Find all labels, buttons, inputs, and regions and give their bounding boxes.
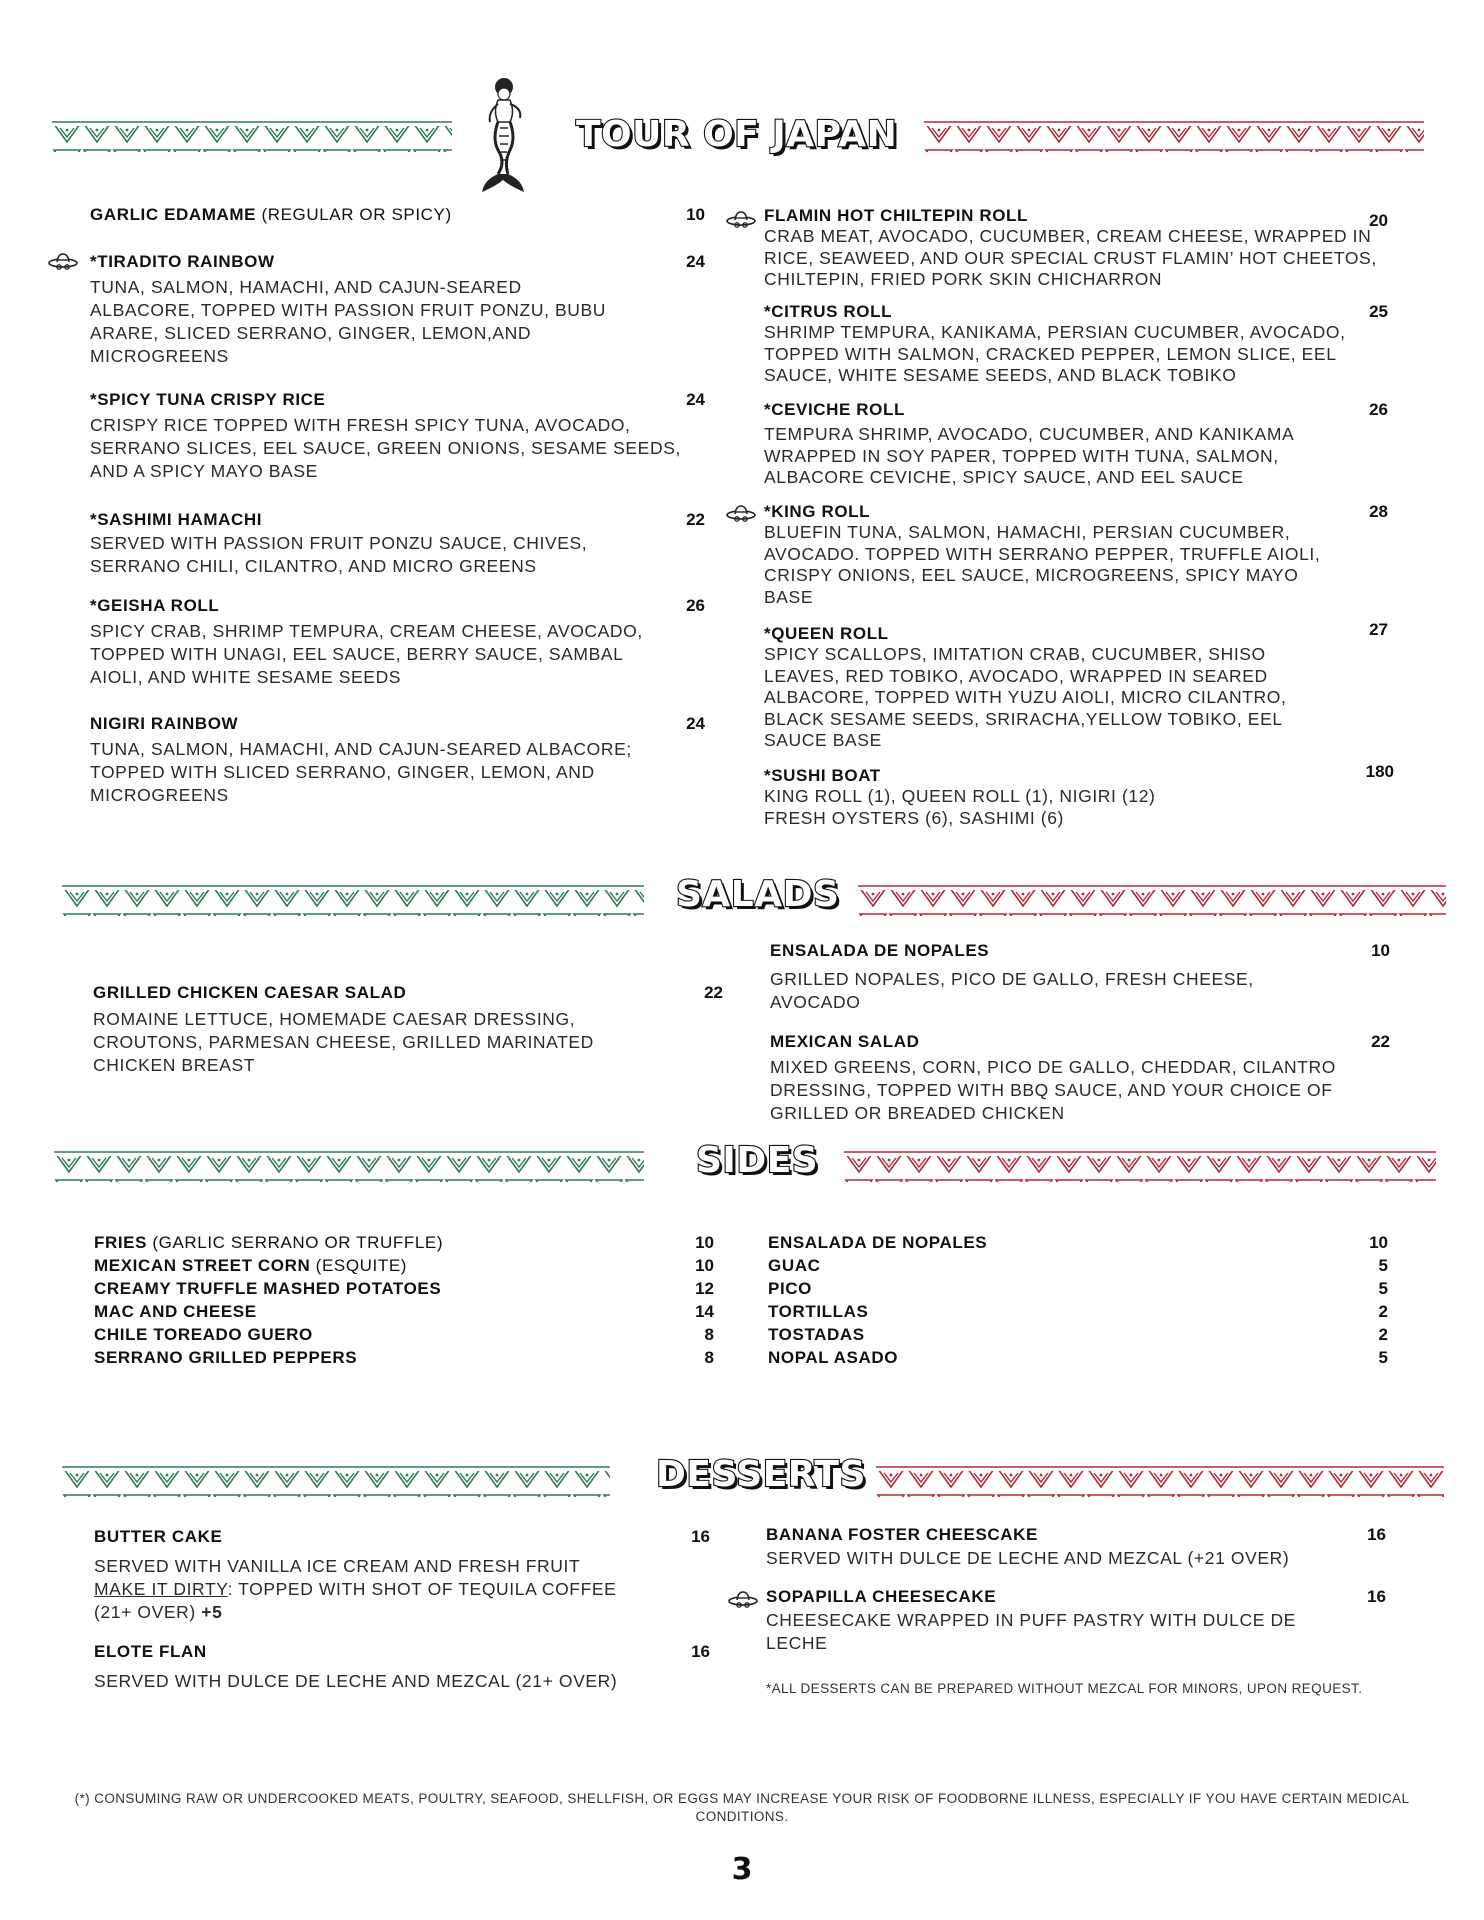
menu-item-garlic-edamame bbox=[90, 205, 705, 225]
item-price: 8 bbox=[704, 1348, 714, 1367]
menu-item-ensalada-de-nopales-salad bbox=[770, 941, 1390, 1014]
make-it-dirty-label: MAKE IT DIRTY bbox=[94, 1579, 228, 1599]
item-price: 25 bbox=[1369, 302, 1388, 321]
border-red-right bbox=[876, 1465, 1444, 1499]
sombrero-icon bbox=[728, 1590, 758, 1608]
menu-item-nigiri-rainbow bbox=[90, 714, 705, 807]
sides-list-right bbox=[768, 1233, 1388, 1371]
item-price: 2 bbox=[1378, 1325, 1388, 1344]
item-price: 22 bbox=[686, 510, 705, 529]
item-description: CHEESECAKE WRAPPED IN PUFF PASTRY WITH DULCE DE LECHE bbox=[766, 1610, 1296, 1653]
sombrero-icon bbox=[726, 504, 756, 522]
item-price: 16 bbox=[1367, 1587, 1386, 1606]
item-name: NIGIRI RAINBOW bbox=[90, 714, 239, 733]
item-price: 16 bbox=[691, 1642, 710, 1661]
item-name: *QUEEN ROLL bbox=[764, 624, 889, 643]
border-green-left bbox=[62, 1465, 610, 1499]
menu-item-ceviche-roll bbox=[764, 400, 1388, 489]
list-item bbox=[768, 1233, 1388, 1256]
item-description: SERVED WITH DULCE DE LECHE AND MEZCAL (+21 OVER) bbox=[766, 1548, 1290, 1568]
item-name: FLAMIN HOT CHILTEPIN ROLL bbox=[764, 206, 1028, 225]
item-description: CRISPY RICE TOPPED WITH FRESH SPICY TUNA, AVOCADO, SERRANO SLICES, EEL SAUCE, GREEN ONIONS, SESAME SEEDS, AND A SPICY MAYO BASE bbox=[90, 415, 681, 481]
menu-item-grilled-chicken-caesar-salad bbox=[93, 983, 723, 1077]
list-item bbox=[768, 1302, 1388, 1325]
item-name: CREAMY TRUFFLE MASHED POTATOES bbox=[94, 1279, 442, 1298]
item-price: 24 bbox=[686, 714, 705, 733]
item-name: MEXICAN SALAD bbox=[770, 1032, 920, 1051]
list-item bbox=[768, 1256, 1388, 1279]
item-note: (REGULAR OR SPICY) bbox=[256, 205, 452, 224]
item-description: GRILLED NOPALES, PICO DE GALLO, FRESH CHEESE, AVOCADO bbox=[770, 969, 1254, 1012]
salads-heading: SALADS bbox=[676, 874, 840, 915]
border-green-left bbox=[54, 1150, 644, 1184]
item-price: 2 bbox=[1378, 1302, 1388, 1321]
sides-heading: SIDES bbox=[696, 1140, 819, 1181]
item-price: 180 bbox=[1365, 762, 1394, 781]
menu-item-tiradito-rainbow bbox=[90, 252, 705, 368]
item-price: 26 bbox=[1369, 400, 1388, 419]
item-name: GARLIC EDAMAME bbox=[90, 205, 257, 224]
item-price: 10 bbox=[695, 1256, 714, 1275]
tour-of-japan-heading: TOUR OF JAPAN bbox=[576, 114, 898, 155]
list-item bbox=[768, 1279, 1388, 1302]
menu-item-butter-cake bbox=[94, 1527, 710, 1624]
menu-item-banana-foster-cheescake bbox=[766, 1525, 1386, 1570]
item-description: KING ROLL (1), QUEEN ROLL (1), NIGIRI (12) FRESH OYSTERS (6), SASHIMI (6) bbox=[764, 786, 1156, 828]
item-price: 5 bbox=[1378, 1348, 1388, 1367]
menu-item-citrus-roll bbox=[764, 302, 1388, 387]
menu-item-elote-flan bbox=[94, 1642, 710, 1693]
menu-item-sopapilla-cheesecake bbox=[766, 1587, 1386, 1655]
item-name: CHILE TOREADO GUERO bbox=[94, 1325, 313, 1344]
item-price: 16 bbox=[1367, 1525, 1386, 1544]
item-price: 22 bbox=[1371, 1032, 1390, 1051]
menu-item-spicy-tuna-crispy-rice bbox=[90, 390, 705, 483]
menu-item-king-roll bbox=[764, 502, 1388, 608]
item-description: ROMAINE LETTUCE, HOMEMADE CAESAR DRESSING, CROUTONS, PARMESAN CHEESE, GRILLED MARINATED CHICKEN BREAST bbox=[93, 1009, 594, 1075]
sides-list-left bbox=[94, 1233, 714, 1371]
item-note: (ESQUITE) bbox=[310, 1256, 408, 1275]
item-name: *CITRUS ROLL bbox=[764, 302, 893, 321]
menu-item-flamin-hot-chiltepin-roll bbox=[764, 206, 1388, 291]
item-name: BANANA FOSTER CHEESCAKE bbox=[766, 1525, 1038, 1544]
item-price: 5 bbox=[1378, 1256, 1388, 1275]
item-price: 16 bbox=[691, 1527, 710, 1546]
menu-item-geisha-roll bbox=[90, 596, 705, 689]
item-name: TORTILLAS bbox=[768, 1302, 869, 1321]
item-name: GUAC bbox=[768, 1256, 821, 1275]
item-price: 22 bbox=[704, 983, 723, 1002]
item-name: *TIRADITO RAINBOW bbox=[90, 252, 275, 271]
item-name: MAC AND CHEESE bbox=[94, 1302, 257, 1321]
item-description: TEMPURA SHRIMP, AVOCADO, CUCUMBER, AND KANIKAMA WRAPPED IN SOY PAPER, TOPPED WITH TUNA, SALMON, ALBACORE CEVICHE, SPICY SAUCE, AND EEL SAUCE bbox=[764, 424, 1294, 487]
item-name: BUTTER CAKE bbox=[94, 1527, 223, 1546]
item-name: *CEVICHE ROLL bbox=[764, 400, 905, 419]
raw-food-disclaimer: (*) CONSUMING RAW OR UNDERCOOKED MEATS, POULTRY, SEAFOOD, SHELLFISH, OR EGGS MAY INCREASE YOUR RISK OF FOODBORNE ILLNESS, ESPECIALLY IF YOU HAVE CERTAIN MEDICAL CONDITIONS. bbox=[74, 1791, 1410, 1824]
item-name: *SUSHI BOAT bbox=[764, 766, 881, 785]
item-description: CRAB MEAT, AVOCADO, CUCUMBER, CREAM CHEESE, WRAPPED IN RICE, SEAWEED, AND OUR SPECIAL CRUST FLAMIN’ HOT CHEETOS, CHILTEPIN, FRIED PORK SKIN CHICHARRON bbox=[764, 226, 1377, 289]
menu-item-mexican-salad bbox=[770, 1032, 1390, 1125]
page-number: 3 bbox=[731, 1852, 753, 1887]
desserts-note: *ALL DESSERTS CAN BE PREPARED WITHOUT MEZCAL FOR MINORS, UPON REQUEST. bbox=[766, 1681, 1363, 1696]
item-name: PICO bbox=[768, 1279, 812, 1298]
item-name: GRILLED CHICKEN CAESAR SALAD bbox=[93, 983, 407, 1002]
list-item bbox=[94, 1256, 714, 1279]
menu-item-sushi-boat bbox=[764, 762, 1394, 829]
item-price: 10 bbox=[1369, 1233, 1388, 1252]
desserts-heading: DESSERTS bbox=[656, 1454, 866, 1495]
item-description: SHRIMP TEMPURA, KANIKAMA, PERSIAN CUCUMBER, AVOCADO, TOPPED WITH SALMON, CRACKED PEPPER, LEMON SLICE, EEL SAUCE, WHITE SESAME SEEDS, AND BLACK TOBIKO bbox=[764, 322, 1346, 385]
item-price: 8 bbox=[704, 1325, 714, 1344]
item-price: 27 bbox=[1369, 620, 1388, 639]
list-item bbox=[94, 1302, 714, 1325]
item-description: BLUEFIN TUNA, SALMON, HAMACHI, PERSIAN CUCUMBER, AVOCADO. TOPPED WITH SERRANO PEPPER, TRUFFLE AIOLI, CRISPY ONIONS, EEL SAUCE, MICROGREENS, SPICY MAYO BASE bbox=[764, 522, 1321, 607]
make-it-dirty-text: : TOPPED WITH SHOT OF TEQUILA COFFEE (21+ OVER) bbox=[94, 1579, 617, 1622]
list-item bbox=[768, 1325, 1388, 1348]
item-name: NOPAL ASADO bbox=[768, 1348, 899, 1367]
item-name: ENSALADA DE NOPALES bbox=[768, 1233, 988, 1252]
sombrero-icon bbox=[48, 252, 78, 270]
list-item bbox=[94, 1233, 714, 1256]
item-name: SERRANO GRILLED PEPPERS bbox=[94, 1348, 358, 1367]
item-description: SPICY CRAB, SHRIMP TEMPURA, CREAM CHEESE, AVOCADO, TOPPED WITH UNAGI, EEL SAUCE, BERRY SAUCE, SAMBAL AIOLI, AND WHITE SESAME SEEDS bbox=[90, 621, 643, 687]
item-price: 10 bbox=[695, 1233, 714, 1252]
border-red-right bbox=[924, 120, 1424, 154]
item-name: TOSTADAS bbox=[768, 1325, 865, 1344]
item-price: 24 bbox=[686, 390, 705, 409]
item-description: TUNA, SALMON, HAMACHI, AND CAJUN-SEARED ALBACORE; TOPPED WITH SLICED SERRANO, GINGER, LEMON, AND MICROGREENS bbox=[90, 739, 632, 805]
menu-item-queen-roll bbox=[764, 620, 1388, 752]
item-name: FRIES bbox=[94, 1233, 148, 1252]
item-price: 26 bbox=[686, 596, 705, 615]
item-name: *SASHIMI HAMACHI bbox=[90, 510, 263, 529]
border-red-right bbox=[844, 1150, 1436, 1184]
item-price: 20 bbox=[1369, 211, 1388, 230]
sombrero-icon bbox=[726, 210, 756, 228]
item-price: 10 bbox=[686, 205, 705, 224]
list-item bbox=[94, 1279, 714, 1302]
item-description: SERVED WITH DULCE DE LECHE AND MEZCAL (21+ OVER) bbox=[94, 1671, 618, 1691]
item-description: MIXED GREENS, CORN, PICO DE GALLO, CHEDDAR, CILANTRO DRESSING, TOPPED WITH BBQ SAUCE, AND YOUR CHOICE OF GRILLED OR BREADED CHICKEN bbox=[770, 1057, 1337, 1123]
item-description: SERVED WITH VANILLA ICE CREAM AND FRESH FRUIT bbox=[94, 1556, 581, 1576]
item-name: ELOTE FLAN bbox=[94, 1642, 207, 1661]
list-item bbox=[768, 1348, 1388, 1371]
item-price: 28 bbox=[1369, 502, 1388, 521]
item-note: (GARLIC SERRANO OR TRUFFLE) bbox=[147, 1233, 444, 1252]
border-red-right bbox=[858, 884, 1446, 918]
item-description: SERVED WITH PASSION FRUIT PONZU SAUCE, CHIVES, SERRANO CHILI, CILANTRO, AND MICRO GREENS bbox=[90, 533, 588, 576]
item-name: SOPAPILLA CHEESECAKE bbox=[766, 1587, 997, 1606]
item-description: TUNA, SALMON, HAMACHI, AND CAJUN-SEARED ALBACORE, TOPPED WITH PASSION FRUIT PONZU, BUBU ARARE, SLICED SERRANO, GINGER, LEMON,AND MICROGREENS bbox=[90, 277, 607, 366]
item-price: 10 bbox=[1371, 941, 1390, 960]
menu-item-sashimi-hamachi bbox=[90, 510, 705, 578]
item-price: 24 bbox=[686, 252, 705, 271]
item-name: *SPICY TUNA CRISPY RICE bbox=[90, 390, 326, 409]
item-price: 5 bbox=[1378, 1279, 1388, 1298]
item-name: *GEISHA ROLL bbox=[90, 596, 220, 615]
item-name: *KING ROLL bbox=[764, 502, 871, 521]
border-green-left bbox=[62, 884, 644, 918]
item-description: SPICY SCALLOPS, IMITATION CRAB, CUCUMBER, SHISO LEAVES, RED TOBIKO, AVOCADO, WRAPPED IN SEARED ALBACORE, TOPPED WITH YUZU AIOLI, MICRO CILANTRO, BLACK SESAME SEEDS, SRIRACHA,YELLOW TOBIKO, EEL SAUCE BASE bbox=[764, 644, 1287, 750]
item-name: MEXICAN STREET CORN bbox=[94, 1256, 311, 1275]
mermaid-logo-icon bbox=[478, 76, 536, 194]
list-item bbox=[94, 1348, 714, 1371]
list-item bbox=[94, 1325, 714, 1348]
item-price: 12 bbox=[695, 1279, 714, 1298]
item-price: 14 bbox=[695, 1302, 714, 1321]
border-green-left bbox=[52, 120, 452, 154]
make-it-dirty-option bbox=[94, 1578, 654, 1624]
make-it-dirty-price: +5 bbox=[201, 1602, 223, 1622]
item-name: ENSALADA DE NOPALES bbox=[770, 941, 990, 960]
